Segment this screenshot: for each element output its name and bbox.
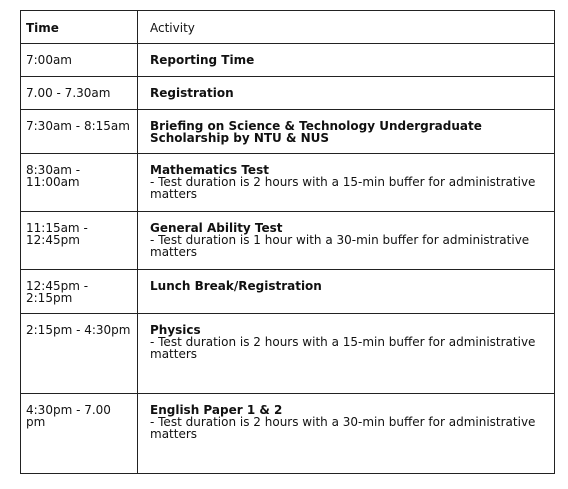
row-time: 7:30am - 8:15am — [21, 110, 138, 154]
activity-note: - Test duration is 2 hours with a 15-min buffer for administrative matters — [150, 335, 536, 361]
row-activity — [138, 314, 555, 394]
row-time: 7.00 - 7.30am — [21, 77, 138, 110]
activity-title: Briefing on Science & Technology Undergraduate Scholarship by NTU & NUS — [150, 119, 482, 145]
table-header-row — [21, 11, 555, 44]
table-row — [21, 110, 555, 154]
activity-title: General Ability Test — [150, 221, 283, 235]
row-time: 4:30pm - 7.00 pm — [21, 394, 138, 474]
table-row — [21, 212, 555, 270]
table-row — [21, 154, 555, 212]
row-activity — [138, 110, 555, 154]
header-activity: Activity — [138, 11, 555, 44]
table-row — [21, 314, 555, 394]
activity-note: - Test duration is 2 hours with a 30-min buffer for administrative matters — [150, 415, 536, 441]
row-time: 12:45pm - 2:15pm — [21, 270, 138, 314]
activity-title: Registration — [150, 86, 234, 100]
table-row — [21, 270, 555, 314]
activity-title: Physics — [150, 323, 201, 337]
row-activity — [138, 154, 555, 212]
header-time: Time — [21, 11, 138, 44]
activity-title: Reporting Time — [150, 53, 255, 67]
activity-title: English Paper 1 & 2 — [150, 403, 283, 417]
table-row — [21, 44, 555, 77]
activity-title: Lunch Break/Registration — [150, 279, 322, 293]
activity-note: - Test duration is 2 hours with a 15-min buffer for administrative matters — [150, 175, 536, 201]
schedule-table — [20, 10, 555, 474]
row-activity — [138, 270, 555, 314]
row-activity — [138, 212, 555, 270]
table-row — [21, 394, 555, 474]
activity-note: - Test duration is 1 hour with a 30-min buffer for administrative matters — [150, 233, 530, 259]
row-time: 7:00am — [21, 44, 138, 77]
row-time: 2:15pm - 4:30pm — [21, 314, 138, 394]
row-activity — [138, 44, 555, 77]
row-time: 11:15am - 12:45pm — [21, 212, 138, 270]
row-time: 8:30am - 11:00am — [21, 154, 138, 212]
table-row — [21, 77, 555, 110]
row-activity — [138, 77, 555, 110]
activity-title: Mathematics Test — [150, 163, 269, 177]
row-activity — [138, 394, 555, 474]
